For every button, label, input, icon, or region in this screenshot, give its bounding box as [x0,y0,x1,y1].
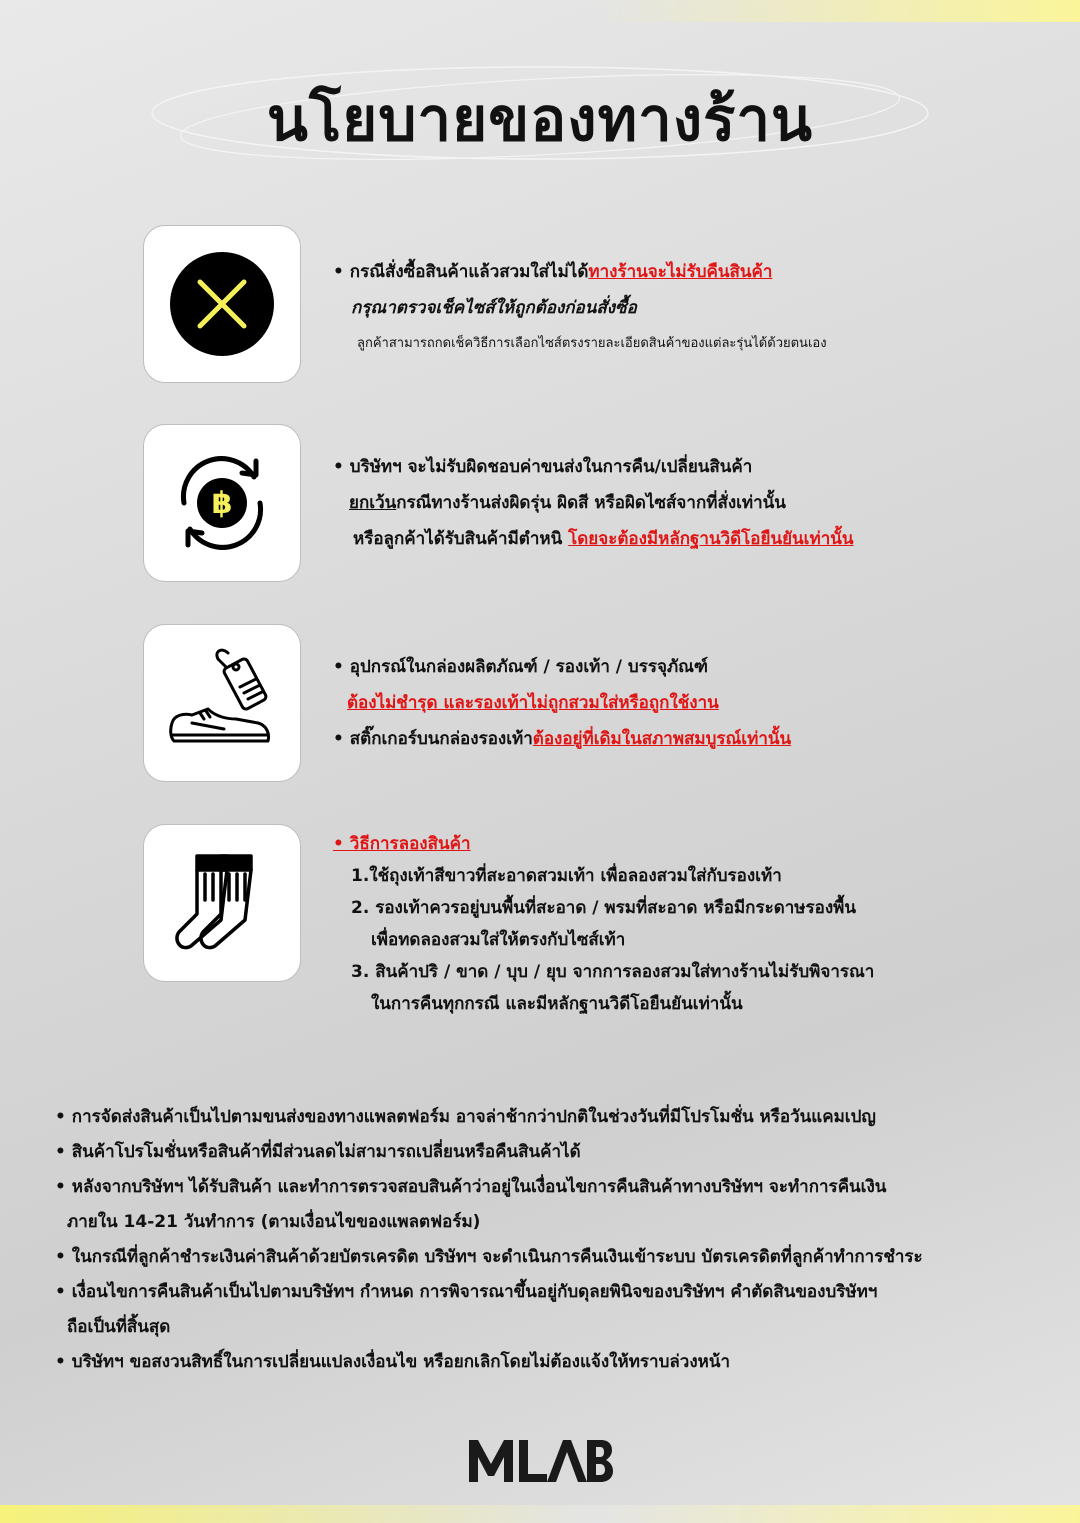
policy-line: กรุณาตรวจเช็คไซส์ให้ถูกต้องก่อนสั่งซื้อ [351,298,637,318]
svg-text:฿: ฿ [211,486,233,521]
socks-icon [167,848,277,958]
highlight-text: ต้องไม่ชำรุด และรองเท้าไม่ถูกสวมใส่หรือถูกใช้งาน [347,693,719,713]
highlight-text: ทางร้านจะไม่รับคืนสินค้า [588,262,773,282]
terms-line: • เงื่อนไขการคืนสินค้าเป็นไปตามบริษัทฯ กำหนด การพิจารณาขึ้นอยู่กับดุลยพินิจของบริษัทฯ คำตัดสินของบริษัทฯ [55,1282,878,1302]
terms-line: ถือเป็นที่สิ้นสุด [67,1317,171,1337]
policy-line [333,685,791,721]
list-item: 1.ใช้ถุงเท้าสีขาวที่สะอาดสวมเท้า เพื่อลองสวมใส่กับรองเท้า [351,866,782,886]
policy-line: • บริษัทฯ จะไม่รับผิดชอบค่าขนส่งในการคืน/เปลี่ยนสินค้า [333,457,753,477]
section-heading: • วิธีการลองสินค้า [333,834,471,854]
policy-text-shipping-cost [333,449,853,557]
policy-note: ลูกค้าสามารถกดเช็ควิธีการเลือกไซส์ตรงรายละเอียดสินค้าของแต่ละรุ่นได้ด้วยตนเอง [357,336,827,351]
terms-line: • ในกรณีที่ลูกค้าชำระเงินค่าสินค้าด้วยบัตรเครดิต บริษัทฯ จะดำเนินการคืนเงินเข้าระบบ บัตรเครดิตที่ลูกค้าทำการชำระ [55,1247,923,1267]
policy-line: • อุปกรณ์ในกล่องผลิตภัณฑ์ / รองเท้า / บรรจุภัณฑ์ [333,657,709,677]
policy-line: ยกเว้นกรณีทางร้านส่งผิดรุ่น ผิดสี หรือผิดไซส์จากที่สั่งเท่านั้น [349,493,786,513]
policy-line: • สติ๊กเกอร์บนกล่องรองเท้าต้องอยู่ที่เดิมในสภาพสมบูรณ์เท่านั้น [333,729,792,749]
close-circle-icon [169,251,275,357]
highlight-text: ต้องอยู่ที่เดิมในสภาพสมบูรณ์เท่านั้น [532,729,792,749]
policy-line: หรือลูกค้าได้รับสินค้ามีตำหนิ โดยจะต้องมีหลักฐานวิดีโอยืนยันเท่านั้น [353,529,854,549]
terms-line: • หลังจากบริษัทฯ ได้รับสินค้า และทำการตรวจสอบสินค้าว่าอยู่ในเงื่อนไขการคืนสินค้าทางบริษัทฯ จะทำการคืนเงิน [55,1177,887,1197]
terms-line: • สินค้าโปรโมชั่นหรือสินค้าที่มีส่วนลดไม่สามารถเปลี่ยนหรือคืนสินค้าได้ [55,1142,581,1162]
policy-text-condition [333,649,791,757]
highlight-text: โดยจะต้องมีหลักฐานวิดีโอยืนยันเท่านั้น [568,529,854,549]
list-item: 2. รองเท้าควรอยู่บนพื้นที่สะอาด / พรมที่สะอาด หรือมีกระดาษรองพื้น [351,898,856,918]
sneaker-tag-icon [162,643,282,763]
terms-line: • บริษัทฯ ขอสงวนสิทธิ์ในการเปลี่ยนแปลงเงื่อนไข หรือยกเลิกโดยไม่ต้องแจ้งให้ทราบล่วงหน้า [55,1352,731,1372]
page-title: นโยบายของทางร้าน [266,85,814,155]
baht-exchange-icon [164,445,280,561]
list-item: เพื่อทดลองสวมใส่ให้ตรงกับไซส์เท้า [371,930,626,950]
terms-line: ภายใน 14-21 วันทำการ (ตามเงื่อนไขของแพลตฟอร์ม) [67,1212,481,1232]
bottom-edge-accent [0,1505,1080,1523]
policy-card-shipping-cost [143,424,301,582]
policy-card-try-on [143,824,301,982]
policy-card-no-return [143,225,301,383]
top-edge-accent [0,0,1080,22]
mlab-logo [469,1440,613,1482]
list-item: ในการคืนทุกกรณี และมีหลักฐานวิดีโอยืนยันเท่านั้น [371,994,743,1014]
policy-card-condition [143,624,301,782]
policy-text-no-return [333,254,827,362]
list-item: 3. สินค้าปริ / ขาด / บุบ / ยุบ จากการลองสวมใส่ทางร้านไม่รับพิจารณา [351,962,875,982]
general-terms-list [55,1100,923,1380]
policy-text-try-on [333,828,874,1020]
policy-line: • กรณีสั่งซื้อสินค้าแล้วสวมใส่ไม่ได้ทางร้านจะไม่รับคืนสินค้า [333,262,773,282]
terms-line: • การจัดส่งสินค้าเป็นไปตามขนส่งของทางแพลตฟอร์ม อาจล่าช้ากว่าปกติในช่วงวันที่มีโปรโมชั่น หรือวันแคมเปญ [55,1107,876,1127]
